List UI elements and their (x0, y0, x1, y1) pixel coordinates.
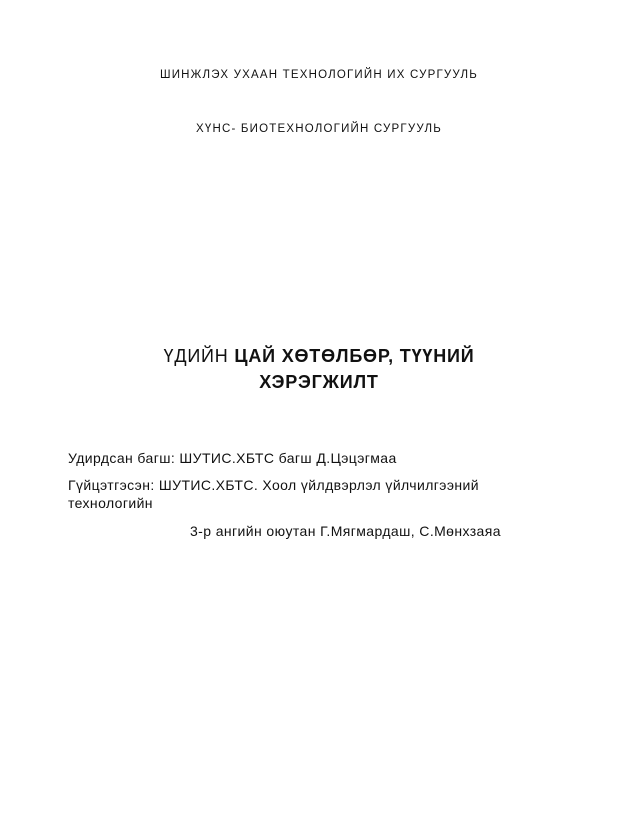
document-title-line-1 (0, 346, 638, 367)
title-bold-part: ЦАЙ ХӨТӨЛБӨР, ТҮҮНИЙ (234, 346, 475, 366)
university-name: ШИНЖЛЭХ УХААН ТЕХНОЛОГИЙН ИХ СУРГУУЛЬ (159, 69, 479, 81)
document-title-line-2: ХЭРЭГЖИЛТ (259, 372, 379, 392)
author-line-1: Гүйцэтгэсэн: ШУТИС.ХБТС. Хоол үйлдвэрлэл үйлчилгээний (68, 477, 479, 493)
author-line-2: технологийн (68, 495, 153, 511)
supervisor-line: Удирдсан багш: ШУТИС.ХБТС багш Д.Цэцэгмаа (68, 450, 397, 466)
school-name: ХҮНС- БИОТЕХНОЛОГИЙН СУРГУУЛЬ (196, 123, 442, 135)
title-prefix: ҮДИЙН (163, 346, 235, 366)
author-line-3: 3-р ангийн оюутан Г.Мягмардаш, С.Мөнхзаяа (190, 523, 501, 539)
